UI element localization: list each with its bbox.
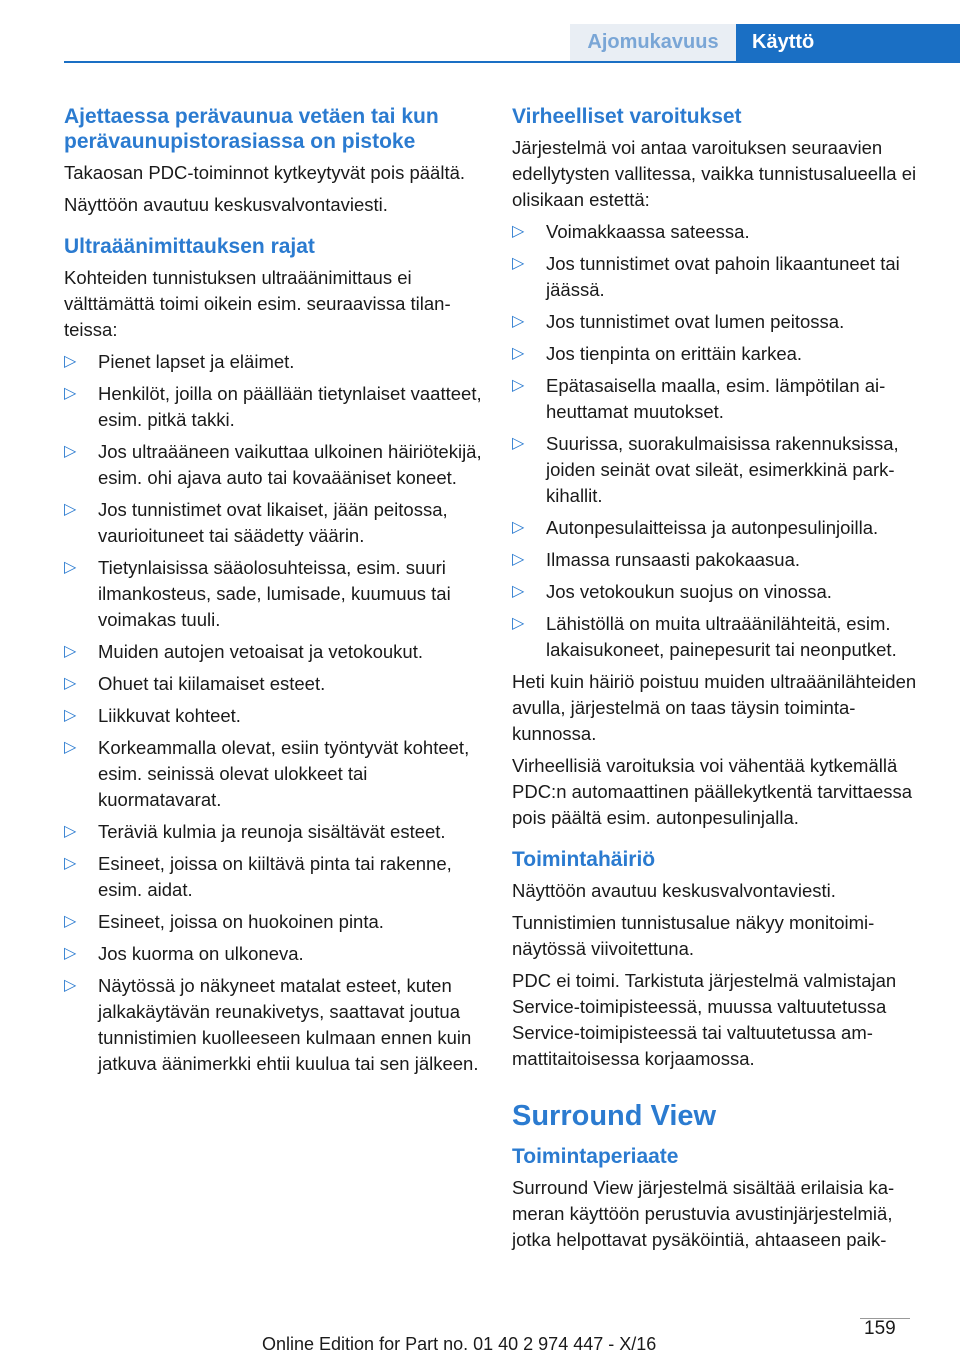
- triangle-bullet-icon: ▷: [512, 519, 525, 536]
- heading-trailer: Ajettaessa perävaunua vetäen tai kun perävaunupistorasiassa on pistoke: [64, 105, 439, 153]
- triangle-bullet-icon: ▷: [512, 313, 525, 330]
- triangle-bullet-icon: ▷: [64, 385, 77, 402]
- list-item-text: Voimakkaassa sateessa.: [546, 221, 750, 242]
- list-item: [64, 381, 482, 433]
- list-item-text: Liikkuvat kohteet.: [98, 705, 241, 726]
- header-rule: [64, 61, 960, 63]
- list-item: [512, 547, 932, 573]
- list-item-text: Ilmassa runsaasti pakokaasua.: [546, 549, 800, 570]
- triangle-bullet-icon: ▷: [64, 443, 77, 460]
- triangle-bullet-icon: ▷: [512, 345, 525, 362]
- list-item: [64, 973, 482, 1077]
- header-section-tab: Ajomukavuus: [570, 24, 736, 61]
- triangle-bullet-icon: ▷: [64, 707, 77, 724]
- list-item-text: Jos tienpinta on erittäin karkea.: [546, 343, 803, 364]
- triangle-bullet-icon: ▷: [512, 583, 525, 600]
- triangle-bullet-icon: ▷: [64, 855, 77, 872]
- triangle-bullet-icon: ▷: [512, 255, 525, 272]
- triangle-bullet-icon: ▷: [512, 435, 525, 452]
- list-item: [512, 373, 932, 425]
- list-item: [64, 941, 482, 967]
- list-item: [64, 555, 482, 633]
- list-item-text: Jos kuorma on ulkoneva.: [98, 943, 304, 964]
- list-item: [512, 431, 932, 509]
- triangle-bullet-icon: ▷: [64, 501, 77, 518]
- triangle-bullet-icon: ▷: [64, 739, 77, 756]
- right-column: [512, 104, 932, 1259]
- paragraph: Näyttöön avautuu keskusvalvontaviesti.: [512, 880, 836, 901]
- list-item: [64, 703, 482, 729]
- heading-surround-view: Surround View: [512, 1100, 717, 1132]
- triangle-bullet-icon: ▷: [64, 977, 77, 994]
- triangle-bullet-icon: ▷: [64, 675, 77, 692]
- list-item: [512, 251, 932, 303]
- list-item-text: Jos tunnistimet ovat pahoin likaantuneet tai jäässä.: [546, 253, 900, 300]
- triangle-bullet-icon: ▷: [64, 913, 77, 930]
- list-item-text: Tietynlaisissa sääolosuhteissa, esim. suuri ilmankosteus, sade, lumisade, kuumuus tai voimakas tuuli.: [98, 557, 451, 630]
- list-item: [64, 819, 482, 845]
- heading-false-warnings: Virheelliset varoitukset: [512, 105, 742, 128]
- paragraph: Näyttöön avautuu keskusvalvontaviesti.: [64, 194, 388, 215]
- triangle-bullet-icon: ▷: [512, 551, 525, 568]
- list-item: [512, 219, 932, 245]
- list-item-text: Ohuet tai kiilamaiset esteet.: [98, 673, 326, 694]
- list-item-text: Muiden autojen vetoaisat ja vetokoukut.: [98, 641, 423, 662]
- list-item: [64, 671, 482, 697]
- list-item-text: Esineet, joissa on kiiltävä pinta tai rakenne, esim. aidat.: [98, 853, 452, 900]
- bullet-list-limits: [64, 349, 482, 1077]
- triangle-bullet-icon: ▷: [64, 823, 77, 840]
- list-item: [64, 349, 482, 375]
- paragraph: PDC ei toimi. Tarkistuta järjestelmä valmistajan Service-toimipisteessä, muussa valtuutetussa Service-toimipisteessä tai valtuutetussa ammattitaitoisessa korjaamossa.: [512, 970, 897, 1069]
- triangle-bullet-icon: ▷: [64, 945, 77, 962]
- list-item-text: Jos tunnistimet ovat lumen peitossa.: [546, 311, 845, 332]
- heading-limits: Ultraäänimittauksen rajat: [64, 235, 315, 258]
- list-item-text: Teräviä kulmia ja reunoja sisältävät esteet.: [98, 821, 446, 842]
- paragraph: Järjestelmä voi antaa varoituksen seuraavien edellytysten vallitessa, vaikka tunnistusalueella ei olisikaan estettä:: [512, 137, 917, 210]
- list-item: [64, 497, 482, 549]
- list-item-text: Autonpesulaitteissa ja autonpesulinjoilla.: [546, 517, 879, 538]
- triangle-bullet-icon: ▷: [512, 377, 525, 394]
- header-chapter-tab: Käyttö: [736, 24, 960, 61]
- list-item: [512, 579, 932, 605]
- list-item-text: Pienet lapset ja eläimet.: [98, 351, 295, 372]
- paragraph: Virheellisiä varoituksia voi vähentää kytkemällä PDC:n automaattinen päällekytkentä tarvittaessa pois päältä esim. autonpesulinjalla.: [512, 755, 913, 828]
- list-item-text: Jos vetokoukun suojus on vinossa.: [546, 581, 832, 602]
- list-item: [512, 309, 932, 335]
- list-item: [512, 515, 932, 541]
- left-column: [64, 104, 482, 1083]
- paragraph: Surround View järjestelmä sisältää erilaisia kameran käyttöön perustuvia avustinjärjestelmiä, jotka helpottavat pysäköintiä, ahtaaseen paik-: [512, 1177, 895, 1250]
- list-item-text: Korkeammalla olevat, esiin työntyvät kohteet, esim. seinissä olevat ulokkeet tai kuormatavarat.: [98, 737, 470, 810]
- list-item: [64, 909, 482, 935]
- list-item: [64, 639, 482, 665]
- list-item-text: Jos tunnistimet ovat likaiset, jään peitossa, vaurioituneet tai säädetty väärin.: [98, 499, 448, 546]
- paragraph: Takaosan PDC-toiminnot kytkeytyvät pois päältä.: [64, 162, 466, 183]
- list-item-text: Esineet, joissa on huokoinen pinta.: [98, 911, 384, 932]
- footer-edition: Online Edition for Part no. 01 40 2 974 447 - X/16: [262, 1334, 657, 1354]
- list-item: [64, 735, 482, 813]
- list-item: [512, 611, 932, 663]
- list-item-text: Näytössä jo näkyneet matalat esteet, kuten jalkakäytävän reunakivetys, saattavat joutua tunnistimien kuolleeseen kulmaan ennen kuin jatkuva äänimerkki ehtii kuulua tai sen jälkeen.: [98, 975, 479, 1074]
- list-item: [64, 439, 482, 491]
- list-item-text: Jos ultraääneen vaikuttaa ulkoinen häiriötekijä, esim. ohi ajava auto tai kovaääniset koneet.: [98, 441, 482, 488]
- list-item: [64, 851, 482, 903]
- list-item-text: Lähistöllä on muita ultraäänilähteitä, esim. lakaisukoneet, painepesurit tai neonputket.: [546, 613, 897, 660]
- list-item-text: Suurissa, suorakulmaisissa rakennuksissa, joiden seinät ovat sileät, esimerkkinä parkkihallit.: [546, 433, 899, 506]
- heading-principle: Toimintaperiaate: [512, 1145, 679, 1168]
- bullet-list-false-warnings: [512, 219, 932, 663]
- list-item: [512, 341, 932, 367]
- triangle-bullet-icon: ▷: [512, 223, 525, 240]
- paragraph: Heti kuin häiriö poistuu muiden ultraäänilähteiden avulla, järjestelmä on taas täysin toimintakunnossa.: [512, 671, 917, 744]
- triangle-bullet-icon: ▷: [64, 353, 77, 370]
- paragraph: Kohteiden tunnistuksen ultraäänimittaus ei välttämättä toimi oikein esim. seuraavissa tilanteissa:: [64, 267, 451, 340]
- heading-fault: Toimintahäiriö: [512, 848, 656, 871]
- triangle-bullet-icon: ▷: [64, 559, 77, 576]
- triangle-bullet-icon: ▷: [512, 615, 525, 632]
- list-item-text: Henkilöt, joilla on päällään tietynlaiset vaatteet, esim. pitkä takki.: [98, 383, 482, 430]
- list-item-text: Epätasaisella maalla, esim. lämpötilan aiheuttamat muutokset.: [546, 375, 886, 422]
- triangle-bullet-icon: ▷: [64, 643, 77, 660]
- paragraph: Tunnistimien tunnistusalue näkyy monitoiminäytössä viivoitettuna.: [512, 912, 875, 959]
- page-number: 159: [864, 1318, 896, 1339]
